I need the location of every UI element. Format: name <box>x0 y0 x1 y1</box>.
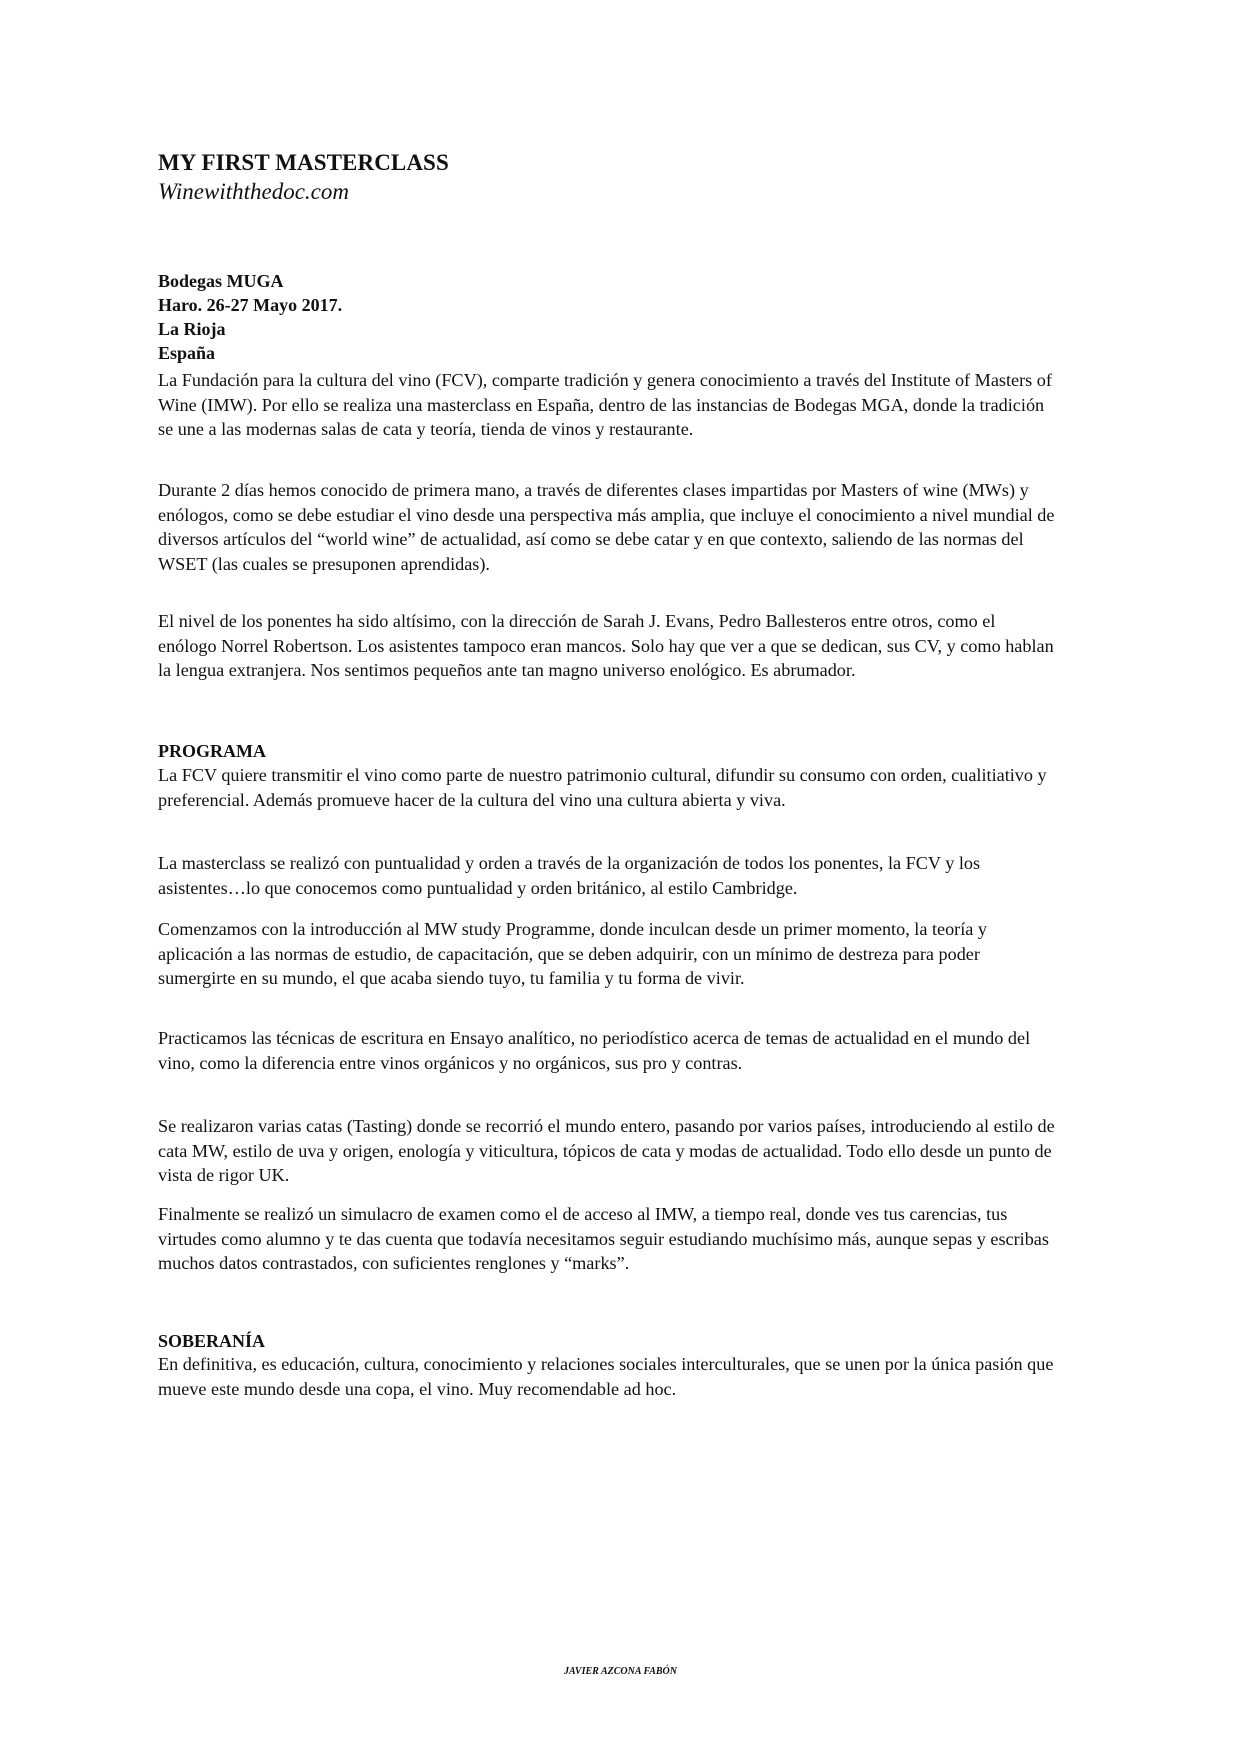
section-paragraph: La masterclass se realizó con puntualidad y orden a través de la organización de todos los ponentes, la FCV y los asistentes…lo que conocemos como puntualidad y orden británico, al estilo Cambridge. <box>158 853 981 898</box>
address-line: Haro. 26-27 Mayo 2017. <box>158 295 343 315</box>
section-heading-soberania: SOBERANÍA <box>158 1331 266 1351</box>
intro-paragraph: El nivel de los ponentes ha sido altísimo, con la dirección de Sarah J. Evans, Pedro Ballesteros entre otros, como el enólogo Norrel Robertson. Los asistentes tampoco eran mancos. Solo hay que ver a que se dedican, sus CV, y como hablan la lengua extranjera. Nos sentimos pequeños ante tan magno universo enológico. Es abrumador. <box>158 611 1054 680</box>
intro-paragraph: La Fundación para la cultura del vino (FCV), comparte tradición y genera conocimiento a través del Institute of Masters of Wine (IMW). Por ello se realiza una masterclass en España, dentro de las instancias de Bodegas MGA, donde la tradición se une a las modernas salas de cata y teoría, tienda de vinos y restaurante. <box>158 370 1052 439</box>
address-line: España <box>158 343 216 363</box>
address-line: La Rioja <box>158 319 226 339</box>
section-paragraph: Practicamos las técnicas de escritura en Ensayo analítico, no periodístico acerca de temas de actualidad en el mundo del vino, como la diferencia entre vinos orgánicos y no orgánicos, sus pro y contras. <box>158 1028 1031 1073</box>
document-title: MY FIRST MASTERCLASS <box>158 150 449 175</box>
footer-author: JAVIER AZCONA FABÓN <box>563 1666 677 1677</box>
document-subtitle: Winewiththedoc.com <box>158 179 349 204</box>
section-paragraph: Se realizaron varias catas (Tasting) donde se recorrió el mundo entero, pasando por varios países, introduciendo al estilo de cata MW, estilo de uva y origen, enología y viticultura, tópicos de cata y modas de actualidad. Todo ello desde un punto de vista de rigor UK. <box>158 1116 1055 1185</box>
section-paragraph: Comenzamos con la introducción al MW study Programme, donde inculcan desde un primer momento, la teoría y aplicación a las normas de estudio, de capacitación, que se deben adquirir, con un mínimo de destreza para poder sumergirte en su mundo, el que acaba siendo tuyo, tu familia y tu forma de vivir. <box>158 919 988 988</box>
section-heading-programa: PROGRAMA <box>158 741 266 761</box>
section-paragraph: En definitiva, es educación, cultura, conocimiento y relaciones sociales interculturales, que se unen por la única pasión que mueve este mundo desde una copa, el vino. Muy recomendable ad hoc. <box>158 1354 1054 1399</box>
intro-paragraph: Durante 2 días hemos conocido de primera mano, a través de diferentes clases impartidas por Masters of wine (MWs) y enólogos, como se debe estudiar el vino desde una perspectiva más amplia, que incluye el conocimiento a nivel mundial de diversos artículos del “world wine” de actualidad, así como se debe catar y en que contexto, saliendo de las normas del WSET (las cuales se presuponen aprendidas). <box>158 480 1055 574</box>
address-line: Bodegas MUGA <box>158 271 284 291</box>
section-paragraph: Finalmente se realizó un simulacro de examen como el de acceso al IMW, a tiempo real, donde ves tus carencias, tus virtudes como alumno y te das cuenta que todavía necesitamos seguir estudiando muchísimo más, aunque sepas y escribas muchos datos contrastados, con suficientes renglones y “marks”. <box>158 1204 1049 1273</box>
address-block <box>158 269 342 365</box>
section-paragraph: La FCV quiere transmitir el vino como parte de nuestro patrimonio cultural, difundir su consumo con orden, cualitiativo y preferencial. Además promueve hacer de la cultura del vino una cultura abierta y viva. <box>158 765 1047 810</box>
